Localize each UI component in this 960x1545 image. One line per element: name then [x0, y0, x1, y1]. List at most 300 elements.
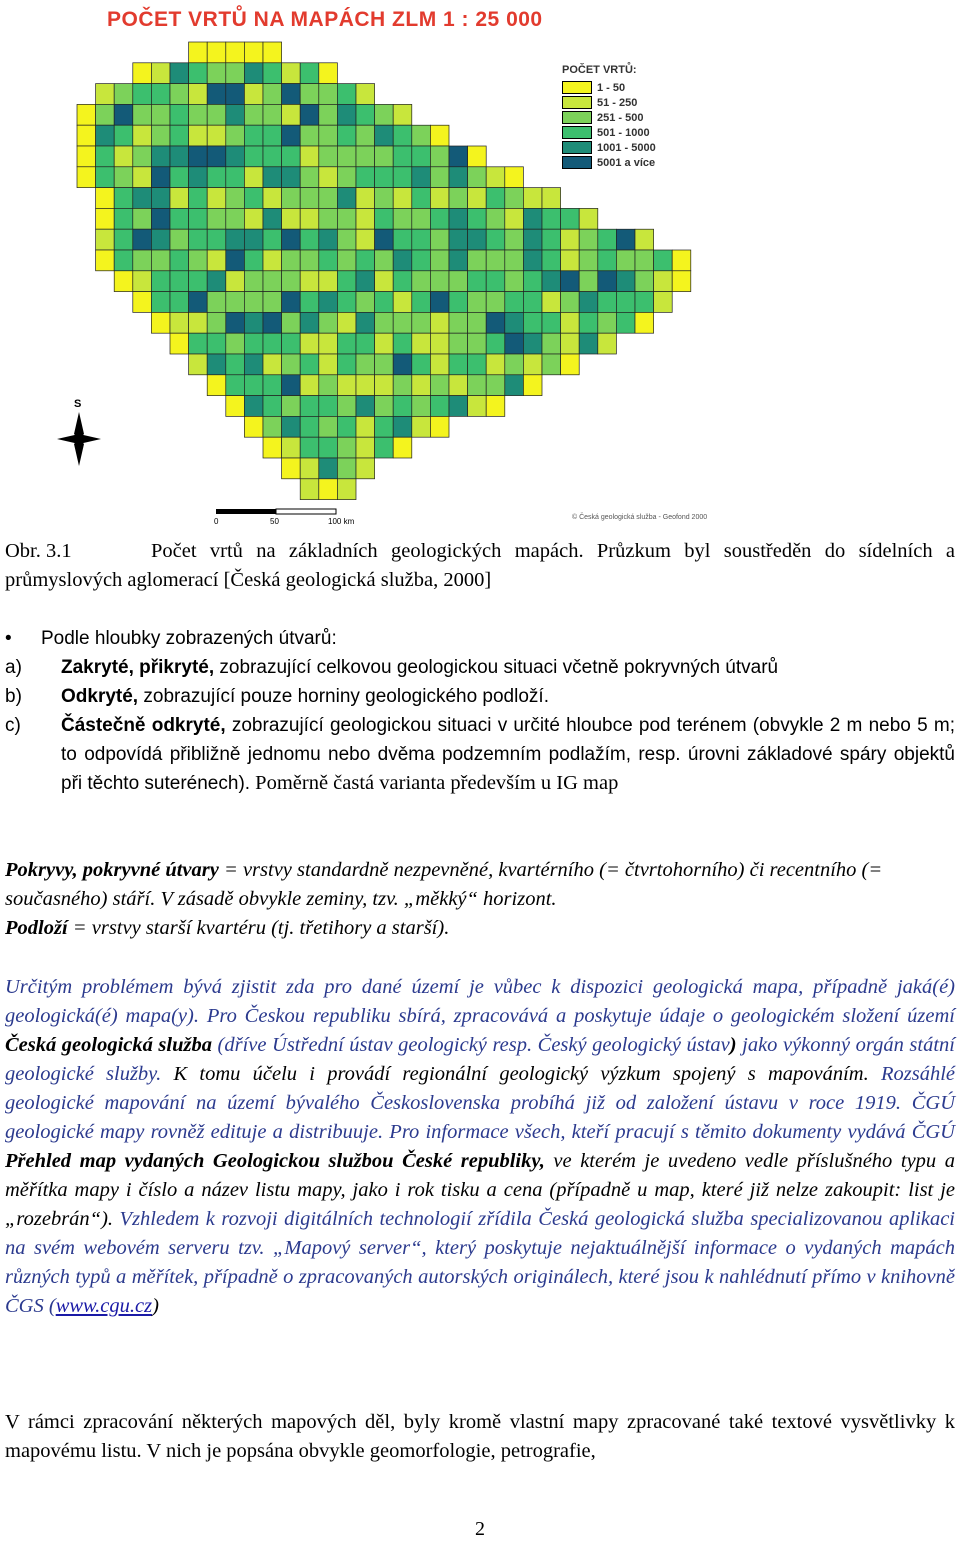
map-cell [337, 250, 356, 271]
map-cell [375, 375, 394, 396]
map-cell [654, 250, 673, 271]
map-cell [375, 271, 394, 292]
map-cell [319, 104, 338, 125]
map-cell [468, 271, 487, 292]
map-cell [393, 333, 412, 354]
map-cell [356, 458, 375, 479]
map-cell [579, 271, 598, 292]
depth-list [5, 624, 955, 798]
map-cell [282, 416, 301, 437]
map-cell [226, 42, 245, 63]
map-cell [319, 250, 338, 271]
map-cell [616, 229, 635, 250]
map-cell [523, 208, 542, 229]
map-cell [207, 125, 226, 146]
map-cell [542, 271, 561, 292]
p2-sentence: Pro informace všech, kteří pracují s těmito dokumenty vydává ČGÚ [383, 1121, 955, 1143]
map-cell [96, 104, 115, 125]
map-cell [263, 167, 282, 188]
map-cell [412, 146, 431, 167]
legend-item [562, 95, 672, 110]
map-cell [579, 250, 598, 271]
map-cell [375, 125, 394, 146]
map-cell [468, 354, 487, 375]
map-cell [542, 250, 561, 271]
item-letter: a) [5, 657, 22, 678]
map-cell [319, 396, 338, 417]
map-cell [319, 188, 338, 209]
map-cell [337, 125, 356, 146]
item-bold: Zakryté, přikryté, [61, 657, 215, 678]
map-cell [133, 292, 152, 313]
map-cell [226, 188, 245, 209]
map-cell [207, 146, 226, 167]
map-cell [579, 292, 598, 313]
cgu-link[interactable]: www.cgu.cz [55, 1295, 153, 1317]
map-cell [207, 167, 226, 188]
map-cell [375, 188, 394, 209]
map-cell [133, 188, 152, 209]
map-cell [561, 354, 580, 375]
map-cell [430, 125, 449, 146]
map-cell [393, 188, 412, 209]
map-cell [319, 229, 338, 250]
map-cell [337, 375, 356, 396]
item-letter: b) [5, 686, 22, 707]
map-cell [207, 188, 226, 209]
map-cell [189, 208, 208, 229]
map-cell [263, 437, 282, 458]
map-cell [263, 312, 282, 333]
map-cell [468, 188, 487, 209]
map-cell [282, 229, 301, 250]
map-cell [207, 375, 226, 396]
map-cell [337, 416, 356, 437]
scale-label-0: 0 [214, 517, 219, 526]
map-cell [505, 375, 524, 396]
map-cell [430, 146, 449, 167]
map-cell [449, 396, 468, 417]
map-cell [375, 416, 394, 437]
map-cell [319, 375, 338, 396]
map-cell [393, 375, 412, 396]
list-item-c [5, 711, 955, 798]
figure-caption [5, 537, 955, 595]
map-cell [356, 146, 375, 167]
map-cell [319, 146, 338, 167]
map-cell [561, 208, 580, 229]
map-cell [226, 271, 245, 292]
map-cell [151, 167, 170, 188]
map-cell [300, 188, 319, 209]
map-cell [226, 146, 245, 167]
map-cell [189, 354, 208, 375]
p2-sentence: Vzhledem k rozvoji digitálních technologií zřídila Česká geologická služba specializovanou aplikaci na svém webovém serveru tzv. „Mapový server“, který poskytuje nejaktuálnější informace o vydaných mapách různých typů a měřítek, případně o zpracovaných autorských originálech, které jsou k nahlédnutí přímo v knihovně ČGS ( [5, 1208, 955, 1317]
map-cell [449, 292, 468, 313]
map-cell [207, 84, 226, 105]
map-cell [375, 104, 394, 125]
map-cell [207, 354, 226, 375]
map-cell [282, 104, 301, 125]
map-cell [579, 229, 598, 250]
map-cell [244, 42, 263, 63]
map-cell [300, 104, 319, 125]
map-cell [133, 167, 152, 188]
map-cell [282, 354, 301, 375]
map-title: POČET VRTŮ NA MAPÁCH ZLM 1 : 25 000 [107, 8, 543, 31]
p2-sentence: K tomu účelu i provádí regionální geologický výzkum spojený s mapováním. [161, 1063, 869, 1085]
map-cell [486, 250, 505, 271]
map-cell [151, 271, 170, 292]
map-cell [207, 208, 226, 229]
map-cell [170, 229, 189, 250]
bullet-icon: • [5, 628, 12, 649]
map-cell [300, 375, 319, 396]
bullet-line [5, 624, 955, 653]
map-cell [282, 437, 301, 458]
item-tail: Poměrně častá varianta především u IG map [250, 772, 619, 794]
map-cell [505, 292, 524, 313]
map-cell [170, 104, 189, 125]
map-cell [468, 292, 487, 313]
map-cell [598, 312, 617, 333]
map-cell [244, 229, 263, 250]
map-cell [412, 208, 431, 229]
map-cell [151, 292, 170, 313]
legend-swatch [562, 111, 592, 124]
map-cell [393, 396, 412, 417]
map-cell [282, 271, 301, 292]
map-cell [244, 354, 263, 375]
map-cell [449, 167, 468, 188]
map-cell [207, 333, 226, 354]
map-cell [96, 125, 115, 146]
map-cell [412, 333, 431, 354]
map-cell [319, 354, 338, 375]
scale-bar [212, 507, 422, 531]
map-cell [282, 312, 301, 333]
map-cell [151, 250, 170, 271]
map-cell [263, 84, 282, 105]
map-cell [505, 333, 524, 354]
map-cell [468, 396, 487, 417]
map-cell [263, 188, 282, 209]
map-cell [226, 333, 245, 354]
map-cell [207, 229, 226, 250]
legend-item [562, 110, 672, 125]
map-cell [449, 229, 468, 250]
map-cell [96, 250, 115, 271]
map-cell [635, 312, 654, 333]
map-cell [114, 250, 133, 271]
map-cell [337, 146, 356, 167]
map-cell [393, 437, 412, 458]
map-cell [486, 188, 505, 209]
map-cell [375, 437, 394, 458]
legend-label: 251 - 500 [597, 111, 644, 124]
def-text-pokryvy: = vrstvy standardně nezpevněné, kvartérního (= čtvrtohorního) či recentního (= současného) stáří. V zásadě obvykle zeminy, tzv. „měkký“ horizont. [5, 859, 883, 910]
map-cell [114, 188, 133, 209]
map-cell [226, 84, 245, 105]
p2-sentence: (dříve Ústřední ústav geologický resp. Český geologický ústav [211, 1034, 730, 1056]
map-cell [598, 250, 617, 271]
map-cell [393, 312, 412, 333]
map-cell [300, 437, 319, 458]
map-cell [133, 208, 152, 229]
map-cell [337, 354, 356, 375]
map-cell [672, 250, 691, 271]
map-cell [151, 229, 170, 250]
legend-item [562, 140, 672, 155]
map-cell [337, 437, 356, 458]
map-cell [300, 250, 319, 271]
map-cell [263, 229, 282, 250]
map-cell [393, 229, 412, 250]
map-cell [356, 396, 375, 417]
map-cell [356, 208, 375, 229]
map-cell [393, 416, 412, 437]
map-cell [449, 146, 468, 167]
map-cell [300, 416, 319, 437]
map-cell [654, 271, 673, 292]
map-cell [263, 354, 282, 375]
map-cell [170, 208, 189, 229]
map-cell [616, 250, 635, 271]
map-cell [263, 250, 282, 271]
map-cell [375, 208, 394, 229]
map-cell [226, 104, 245, 125]
map-cell [430, 292, 449, 313]
map-cell [77, 104, 96, 125]
map-cell [226, 292, 245, 313]
map-cell [393, 354, 412, 375]
north-arrow-icon [57, 412, 101, 466]
map-cell [430, 416, 449, 437]
map-cell [300, 208, 319, 229]
map-cell [263, 125, 282, 146]
map-cell [375, 333, 394, 354]
legend-swatch [562, 81, 592, 94]
map-cell [449, 312, 468, 333]
map-cell [319, 84, 338, 105]
map-cell [579, 208, 598, 229]
map-cell [412, 271, 431, 292]
map-cell [282, 375, 301, 396]
map-cell [486, 271, 505, 292]
def-term-pokryvy: Pokryvy, pokryvné útvary [5, 859, 219, 881]
map-cell [505, 167, 524, 188]
map-cell [133, 271, 152, 292]
map-cell [77, 146, 96, 167]
map-cell [244, 375, 263, 396]
map-cell [244, 188, 263, 209]
map-cell [486, 396, 505, 417]
map-cell [356, 84, 375, 105]
map-cell [393, 271, 412, 292]
map-cell [468, 375, 487, 396]
p2-sentence: jako výkonný orgán státní geologické služby. [5, 1034, 955, 1085]
map-cell [114, 229, 133, 250]
p2-sentence: ČGÚ geologické mapy rovněž edituje a distribuuje. [5, 1092, 955, 1143]
map-cell [244, 208, 263, 229]
map-cell [151, 104, 170, 125]
map-cell [337, 188, 356, 209]
map-cell [505, 188, 524, 209]
map-cell [319, 167, 338, 188]
map-cell [263, 42, 282, 63]
map-cell [114, 104, 133, 125]
map-legend [562, 64, 672, 170]
map-cell [263, 271, 282, 292]
map-cell [244, 333, 263, 354]
map-cell [319, 312, 338, 333]
p2-sentence: ve kterém je uvedeno vedle příslušného typu a měřítka mapy i číslo a název listu mapy, jako i rok tisku a cena (případně u map, které již nelze zakoupit: list je „rozebrán“). [5, 1150, 955, 1230]
map-cell [207, 104, 226, 125]
map-cell [356, 250, 375, 271]
map-cell [244, 167, 263, 188]
map-cell [412, 250, 431, 271]
bullet-text: Podle hloubky zobrazených útvarů: [41, 628, 337, 649]
map-cell [616, 312, 635, 333]
map-cell [226, 229, 245, 250]
map-cell [244, 250, 263, 271]
map-cell [337, 271, 356, 292]
map-cell [375, 250, 394, 271]
map-cell [151, 125, 170, 146]
map-cell [244, 312, 263, 333]
map-cell [263, 416, 282, 437]
map-cell [616, 271, 635, 292]
map-cell [282, 250, 301, 271]
map-cell [151, 146, 170, 167]
map-cell [412, 375, 431, 396]
map-cell [244, 396, 263, 417]
map-cell [616, 292, 635, 313]
map-cell [282, 396, 301, 417]
map-cell [189, 84, 208, 105]
map-cell [226, 396, 245, 417]
map-cell [486, 354, 505, 375]
map-cell [337, 84, 356, 105]
map-cell [114, 271, 133, 292]
list-item-a [5, 653, 955, 682]
map-cell [170, 312, 189, 333]
map-cell [356, 354, 375, 375]
map-cell [356, 437, 375, 458]
map-cell [486, 375, 505, 396]
map-cell [468, 208, 487, 229]
map-cell [430, 271, 449, 292]
map-cell [412, 292, 431, 313]
map-cell [319, 63, 338, 84]
map-cell [523, 354, 542, 375]
legend-swatch [562, 156, 592, 169]
map-cell [561, 271, 580, 292]
map-cell [505, 271, 524, 292]
map-cell [263, 146, 282, 167]
map-cell [244, 146, 263, 167]
map-cell [579, 312, 598, 333]
map-cell [542, 312, 561, 333]
map-cell [486, 229, 505, 250]
map-cell [375, 396, 394, 417]
map-cell [356, 188, 375, 209]
map-cell [393, 146, 412, 167]
north-label: S [74, 398, 82, 410]
map-cell [300, 63, 319, 84]
map-cell [170, 63, 189, 84]
closing-paragraph: V rámci zpracování některých mapových děl, byly kromě vlastní mapy zpracované také textové vysvětlivky k mapovému listu. V nich je popsána obvykle geomorfologie, petrografie, [5, 1411, 955, 1462]
map-cell [263, 375, 282, 396]
map-cell [133, 250, 152, 271]
map-cell [207, 63, 226, 84]
map-cell [114, 146, 133, 167]
map-cell [207, 292, 226, 313]
item-text: zobrazující pouze horniny geologického podloží. [138, 686, 549, 707]
item-text: zobrazující geologickou situaci v určité hloubce pod terénem (obvykle 2 m nebo 5 m; to odpovídá přibližně jednomu nebo dvěma podzemním podlažím, resp. úrovni základové spáry objektů při těchto suterénech). [61, 715, 955, 794]
map-cell [449, 208, 468, 229]
legend-swatch [562, 141, 592, 154]
map-cell [133, 125, 152, 146]
list-item-b [5, 682, 955, 711]
map-cell [319, 479, 338, 500]
map-cell [375, 312, 394, 333]
map-cell [189, 146, 208, 167]
map-cell [393, 250, 412, 271]
map-cell [300, 229, 319, 250]
map-cell [635, 292, 654, 313]
item-bold: Částečně odkryté, [61, 715, 226, 736]
map-copyright: © Česká geologická služba - Geofond 2000 [572, 514, 708, 521]
legend-item [562, 80, 672, 95]
map-cell [226, 208, 245, 229]
item-bold: Odkryté, [61, 686, 139, 707]
map-cell [505, 250, 524, 271]
map-cell [300, 479, 319, 500]
map-cell [244, 292, 263, 313]
map-cell [133, 63, 152, 84]
map-cell [114, 167, 133, 188]
map-cell [449, 333, 468, 354]
map-cell [300, 354, 319, 375]
map-cell [207, 250, 226, 271]
map-cell [356, 104, 375, 125]
map-cell [561, 250, 580, 271]
map-cell [300, 396, 319, 417]
map-cell [598, 333, 617, 354]
map-cell [337, 104, 356, 125]
map-cell [300, 312, 319, 333]
map-cell [523, 271, 542, 292]
map-cell [486, 292, 505, 313]
map-cell [356, 416, 375, 437]
map-cell [449, 250, 468, 271]
map-cell [77, 167, 96, 188]
map-cell [96, 84, 115, 105]
map-cell [337, 229, 356, 250]
map-cell [133, 104, 152, 125]
map-cell [449, 354, 468, 375]
map-cell [579, 333, 598, 354]
map-cell [486, 167, 505, 188]
legend-label: 1 - 50 [597, 81, 626, 94]
map-cell [319, 416, 338, 437]
p2-bold: Přehled map vydaných Geologickou službou České republiky, [5, 1150, 545, 1172]
map-cell [77, 125, 96, 146]
map-cell [96, 146, 115, 167]
map-cell [468, 312, 487, 333]
cgs-paragraph [5, 973, 955, 1321]
